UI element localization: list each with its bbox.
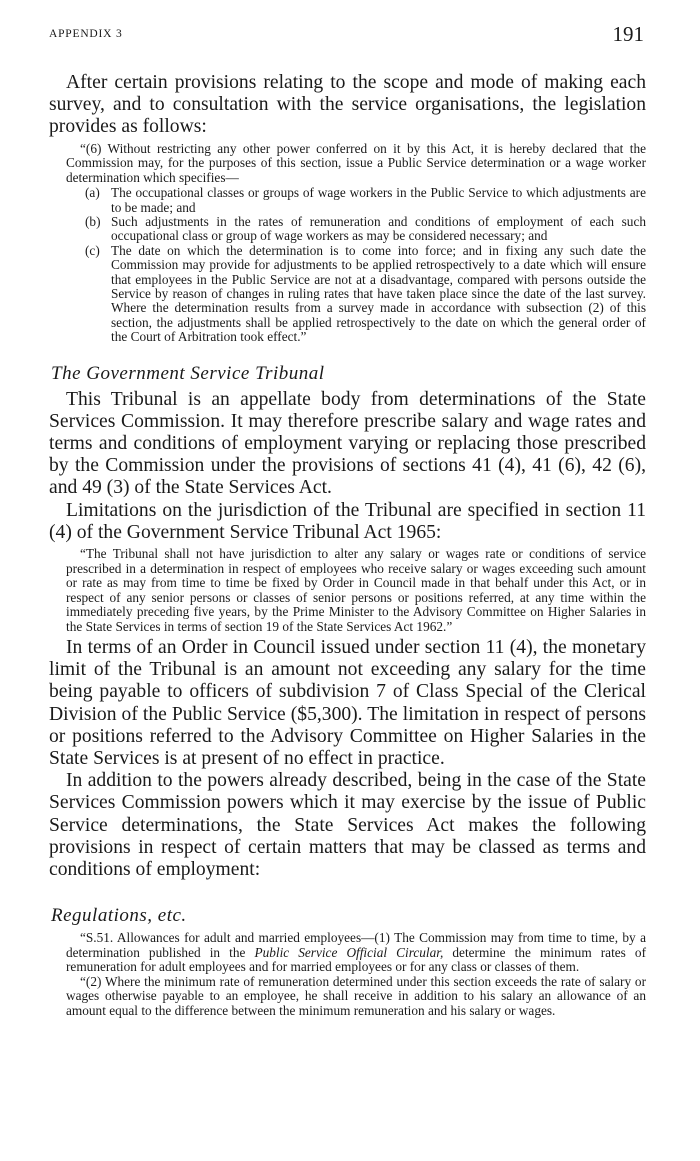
s51-text-end: determine the minimum rates of remuneration for adult employees and for married employees or for any class or classes of them. [66, 944, 646, 975]
section-heading-regulations: Regulations, etc. [51, 905, 187, 927]
tribunal-paragraph-2: Limitations on the jurisdiction of the Tribunal are specified in section 11 (4) of the Government Service Tribunal Act 1965: [49, 499, 646, 543]
tribunal-paragraph-1: This Tribunal is an appellate body from determinations of the State Services Commission. It may therefore prescribe salary and wage rates and terms and conditions of employment varying or replacing those prescribed by the Commission under the provisions of sections 41 (4), 41 (6), 42 (6), and 49 (3) of the State Services Act. [49, 388, 646, 499]
quote-item-a [85, 186, 646, 215]
quote-item-label: (b) [85, 213, 101, 229]
tribunal-act-quote: “The Tribunal shall not have jurisdiction to alter any salary or wages rate or conditions of service prescribed in a determination in respect of employees who receive salary or wages exceeding such amount or rate as may from time to time be fixed by Order in Council made in that behalf under this Act, or in respect of any senior persons or classes of senior persons or positions referred, at any time within the immediately preceding five years, by the Prime Minister to the Advisory Committee on Higher Salaries in the State Services in terms of section 19 of the State Services Act 1962.” [66, 546, 646, 634]
page-body [49, 72, 646, 1018]
statute-quote-section-6 [49, 142, 646, 345]
regulation-s51-2: “(2) Where the minimum rate of remuneration determined under this section exceeds the rate of salary or wages otherwise payable to an employee, he shall receive in addition to his salary an allowance of an amount equal to the difference between the minimum remuneration and his salary or wages. [66, 973, 646, 1018]
appendix-label: APPENDIX 3 [49, 28, 123, 40]
s51-text-start: “S.51. Allowances for adult and married employees—(1) The Commission may from time to time, by a determination published in the [66, 930, 646, 960]
running-head [49, 22, 644, 48]
section-heading-tribunal: The Government Service Tribunal [51, 362, 325, 384]
quote-item-text: Such adjustments in the rates of remuneration and conditions of employment of each such occupational class or group of wage workers as may be considered necessary; and [111, 213, 646, 244]
s51-publication-title: Public Service Official Circular, [254, 944, 444, 960]
quote-item-b [85, 215, 646, 244]
quote-lead: “(6) Without restricting any other power conferred on it by this Act, it is hereby declared that the Commission may, for the purposes of this section, issue a Public Service determination or a wage worker determination which specifies— [66, 140, 646, 185]
quote-item-list [85, 186, 646, 344]
quote-item-label: (c) [85, 242, 100, 258]
quote-item-text: The date on which the determination is to come into force; and in fixing any such date the Commission may provide for adjustments to be applied retrospectively to a date which will ensure that employees in the Public Service are not at a disadvantage, compared with persons outside the Service by reason of changes in ruling rates that have taken place since the date of the last survey. Where the determination results from a survey made in accordance with subsection (2) of this section, the adjustments shall be applied retrospectively to the date on which the general order of the Court of Arbitration took effect.” [111, 242, 646, 345]
regulation-s51-1 [66, 931, 646, 975]
quote-item-text: The occupational classes or groups of wage workers in the Public Service to which adjustments are to be made; and [111, 185, 646, 215]
tribunal-paragraph-3: In terms of an Order in Council issued under section 11 (4), the monetary limit of the Tribunal is an amount not exceeding any salary for the time being payable to officers of subdivision 7 of Class Special of the Clerical Division of the Public Service ($5,300). The limitation in respect of persons or positions referred to the Advisory Committee on Higher Salaries in the State Services is at present of no effect in practice. [49, 637, 646, 770]
tribunal-paragraph-4: In addition to the powers already described, being in the case of the State Services Commission powers which it may exercise by the issue of Public Service determinations, the State Services Act makes the following provisions in respect of certain matters that may be classed as terms and conditions of employment: [49, 770, 646, 881]
intro-paragraph: After certain provisions relating to the scope and mode of making each survey, and to consultation with the service organisations, the legislation provides as follows: [49, 72, 646, 138]
page-number: 191 [612, 22, 644, 46]
quote-item-c [85, 244, 646, 345]
quote-item-label: (a) [85, 185, 100, 201]
